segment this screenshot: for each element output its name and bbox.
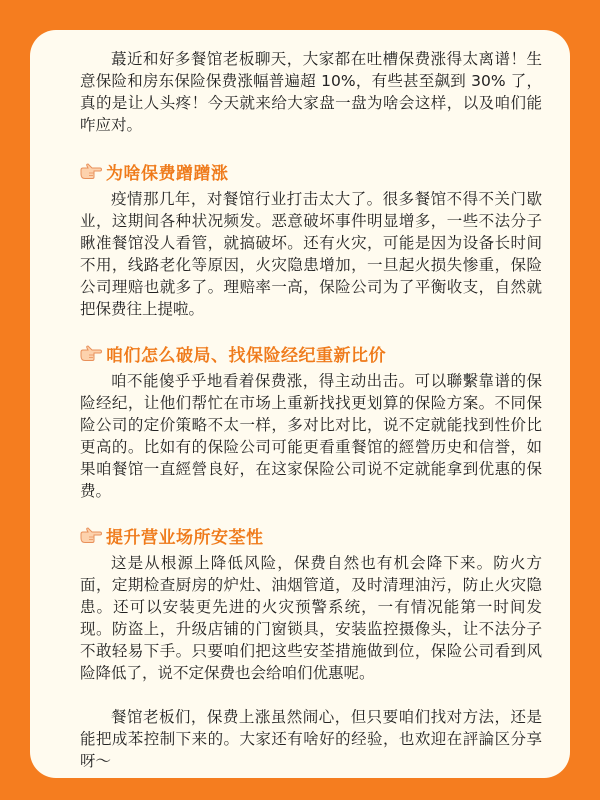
section-title-3: 提升营业场所安荃性 [106,527,264,548]
section-heading-1 [80,158,542,184]
section-body-2: 咱不能傻乎乎地看着保费涨，得主动出击。可以聯繫靠谱的保险经纪，让他们帮忙在市场上重新找找更划算的保险方案。不同保险公司的定价策略不太一样，多对比对比，说不定就能找到性价比更高的。比如有的保险公司可能更看重餐馆的經營历史和信誉，如果咱餐馆一直經營良好，在这家保险公司说不定就能拿到优惠的保费。 [80,372,542,500]
article-card [30,30,570,778]
section-title-2: 咱们怎么破局、找保险经纪重新比价 [106,345,386,366]
pointing-hand-icon [80,162,102,180]
intro-paragraph: 蕞近和好多餐馆老板聊天，大家都在吐槽保费涨得太离谱！生意保险和房东保险保费涨幅普遍超 10%，有些甚至飙到 30% 了，真的是让人头疼！今天就来给大家盘一盘为啥会这样，以及咱们能咋应对。 [80,50,542,134]
section-title-1: 为啥保费蹭蹭涨 [106,163,229,184]
outro-paragraph: 餐馆老板们，保费上涨虽然闹心，但只要咱们找对方法，还是能把成苯控制下来的。大家还有啥好的经验，也欢迎在評論区分享呀～ [80,708,542,770]
section-heading-3 [80,522,542,548]
section-body-1: 疫情那几年，对餐馆行业打击太大了。很多餐馆不得不关门歇业，这期间各种状况频发。恶意破坏事件明显增多，一些不法分子瞅准餐馆没人看管，就搞破坏。还有火灾，可能是因为设备长时间不用，线路老化等原因，火灾隐患增加，一旦起火损失惨重，保险公司理赔也就多了。理赔率一高，保险公司为了平衡收支，自然就把保费往上提啦。 [80,190,542,318]
pointing-hand-icon [80,526,102,544]
section-body-3: 这是从根源上降低风险，保费自然也有机会降下来。防火方面，定期检查厨房的炉灶、油烟管道，及时清理油污，防止火灾隐患。还可以安装更先进的火灾预警系统，一有情况能第一时间发现。防盗上，升级店铺的门窗锁具，安装监控摄像头，让不法分子不敢轻易下手。只要咱们把这些安荃措施做到位，保险公司看到风险降低了，说不定保费也会给咱们优惠呢。 [80,554,542,682]
section-heading-2 [80,340,542,366]
pointing-hand-icon [80,344,102,362]
